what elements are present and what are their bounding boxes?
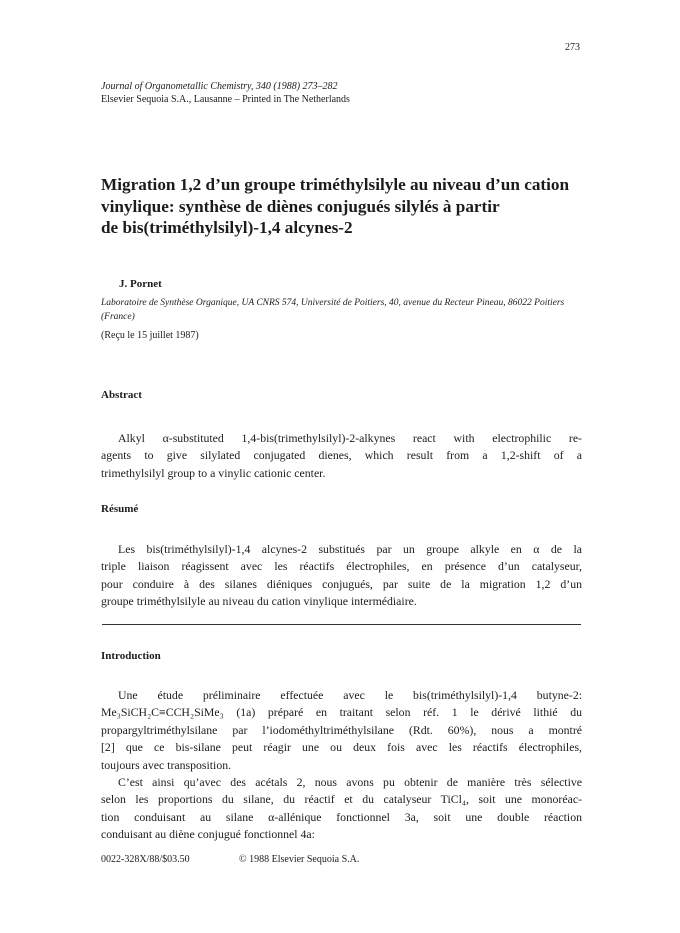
abstract-line: trimethylsilyl group to a vinylic cationic center. (101, 465, 326, 480)
introduction-line: C’est ainsi qu’avec des acétals 2, nous avons pu obtenir de manière très sélective (118, 775, 582, 790)
title-line: Migration 1,2 d’un groupe triméthylsilyle au niveau d’un cation (101, 175, 570, 194)
abstract-body (101, 430, 582, 482)
journal-citation: Journal of Organometallic Chemistry, 340 (1988) 273–282 (101, 81, 338, 92)
page-number: 273 (565, 42, 580, 53)
introduction-line: selon les proportions du silane, du réactif et du catalyseur TiCl₄, soit une monoréac- (101, 792, 582, 807)
received-date: (Reçu le 15 juillet 1987) (101, 330, 199, 341)
introduction-line: tion conduisant au silane α-allénique fonctionnel 3a, soit une double réaction (101, 809, 582, 824)
introduction-line: conduisant au diène conjugué fonctionnel 4a: (101, 827, 315, 842)
footer-code: 0022-328X/88/$03.50 (101, 854, 190, 865)
introduction-line: toujours avec transposition. (101, 757, 232, 772)
abstract-line: agents to give silylated conjugated dienes, which result from a 1,2-shift of a (101, 448, 582, 463)
abstract-line: Alkyl α-substituted 1,4-bis(trimethylsilyl)-2-alkynes react with electrophilic re- (118, 431, 582, 445)
article-title (101, 174, 601, 239)
resume-heading: Résumé (101, 503, 139, 515)
introduction-line: Une étude préliminaire effectuée avec le bis(triméthylsilyl)-1,4 butyne-2: (118, 688, 582, 702)
introduction-line: Me₃SiCH₂C≡CCH₂SiMe₃ (1a) préparé en traitant selon réf. 1 le dérivé lithié du (101, 705, 582, 720)
journal-header (101, 80, 350, 106)
abstract-heading: Abstract (101, 389, 142, 401)
resume-body (101, 541, 582, 611)
title-line: de bis(triméthylsilyl)-1,4 alcynes-2 (101, 218, 353, 237)
resume-line: Les bis(triméthylsilyl)-1,4 alcynes-2 substitués par un groupe alkyle en α de la (118, 542, 582, 556)
author-affiliation: Laboratoire de Synthèse Organique, UA CNRS 574, Université de Poitiers, 40, avenue du Recteur Pineau, 86022 Poitiers (France) (101, 298, 565, 322)
resume-line: pour conduire à des silanes diéniques conjugués, par suite de la migration 1,2 d’un (101, 576, 582, 591)
introduction-line: [2] que ce bis-silane peut réagir une ou deux fois avec les réactifs électrophiles, (101, 740, 582, 755)
section-divider (102, 624, 581, 625)
resume-line: groupe triméthylsilyle au niveau du cation vinylique intermédiaire. (101, 594, 417, 609)
title-line: vinylique: synthèse de diènes conjugués silylés à partir (101, 196, 500, 216)
publisher-line: Elsevier Sequoia S.A., Lausanne – Printed in The Netherlands (101, 94, 350, 105)
resume-line: triple liaison réagissent avec les réactifs électrophiles, en présence d’un catalyseur, (101, 559, 582, 574)
author-name: J. Pornet (119, 278, 162, 290)
introduction-body (101, 687, 582, 844)
introduction-heading: Introduction (101, 650, 161, 662)
introduction-line: propargyltriméthylsilane par l’iodométhyltriméthylsilane (Rdt. 60%), nous a montré (101, 722, 582, 737)
footer-copyright: © 1988 Elsevier Sequoia S.A. (239, 854, 360, 865)
